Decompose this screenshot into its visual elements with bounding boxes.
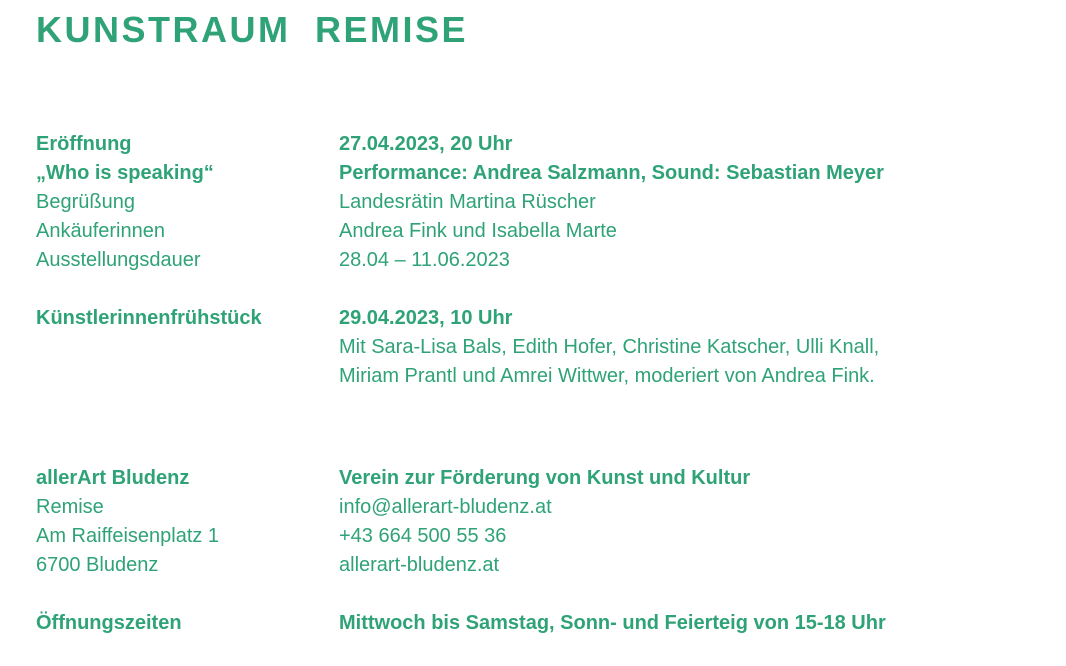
row-allerart-bludenz [36,464,1030,493]
field-value: Mittwoch bis Samstag, Sonn- und Feierteig von 15-18 Uhr [339,612,886,634]
field-label: Ankäuferinnen [36,220,165,242]
row-kuenstlerinnenfruehstueck [36,304,1030,333]
page-title: KUNSTRAUM REMISE [36,9,469,50]
row-remise-email [36,493,1030,522]
field-label: allerArt Bludenz [36,467,190,489]
field-value: 28.04 – 11.06.2023 [339,249,510,271]
field-label: Am Raiffeisenplatz 1 [36,525,220,547]
section-oeffnungszeiten [36,609,1030,638]
website-text: allerart-bludenz.at [339,554,500,576]
field-label: Eröffnung [36,133,132,155]
field-value: Andrea Fink und Isabella Marte [339,220,617,242]
row-ort-website [36,551,1030,580]
row-eroeffnung [36,130,1030,159]
row-begruessung [36,188,1030,217]
field-label [36,333,339,362]
field-value: Verein zur Förderung von Kunst und Kultur [339,467,751,489]
field-value: Miriam Prantl und Amrei Wittwer, moderiert von Andrea Fink. [339,365,875,387]
section-kontakt [36,464,1030,580]
row-adresse-telefon [36,522,1030,551]
row-who-is-speaking [36,159,1030,188]
phone-text: +43 664 500 55 36 [339,525,507,547]
email-text: info@allerart-bludenz.at [339,496,552,518]
field-value: 27.04.2023, 20 Uhr [339,133,513,155]
field-label: Ausstellungsdauer [36,249,201,271]
row-ankaeuferinnen [36,217,1030,246]
field-value: 29.04.2023, 10 Uhr [339,307,513,329]
row-ausstellungsdauer [36,246,1030,275]
section-eroeffnung [36,130,1030,275]
field-value: Landesrätin Martina Rüscher [339,191,596,213]
field-label: Öffnungszeiten [36,612,182,634]
field-label: Begrüßung [36,191,135,213]
field-label: Remise [36,496,104,518]
field-label: 6700 Bludenz [36,554,159,576]
row-oeffnungszeiten [36,609,1030,638]
field-label: „Who is speaking“ [36,162,214,184]
field-label: Künstlerinnenfrühstück [36,307,262,329]
section-kuenstlerinnenfruehstueck [36,304,1030,391]
field-value: Mit Sara-Lisa Bals, Edith Hofer, Christine Katscher, Ulli Knall, [339,336,880,358]
field-value: Performance: Andrea Salzmann, Sound: Sebastian Meyer [339,162,884,184]
row-teilnehmerinnen-1 [36,333,1030,362]
field-label [36,362,339,391]
row-teilnehmerinnen-2 [36,362,1030,391]
